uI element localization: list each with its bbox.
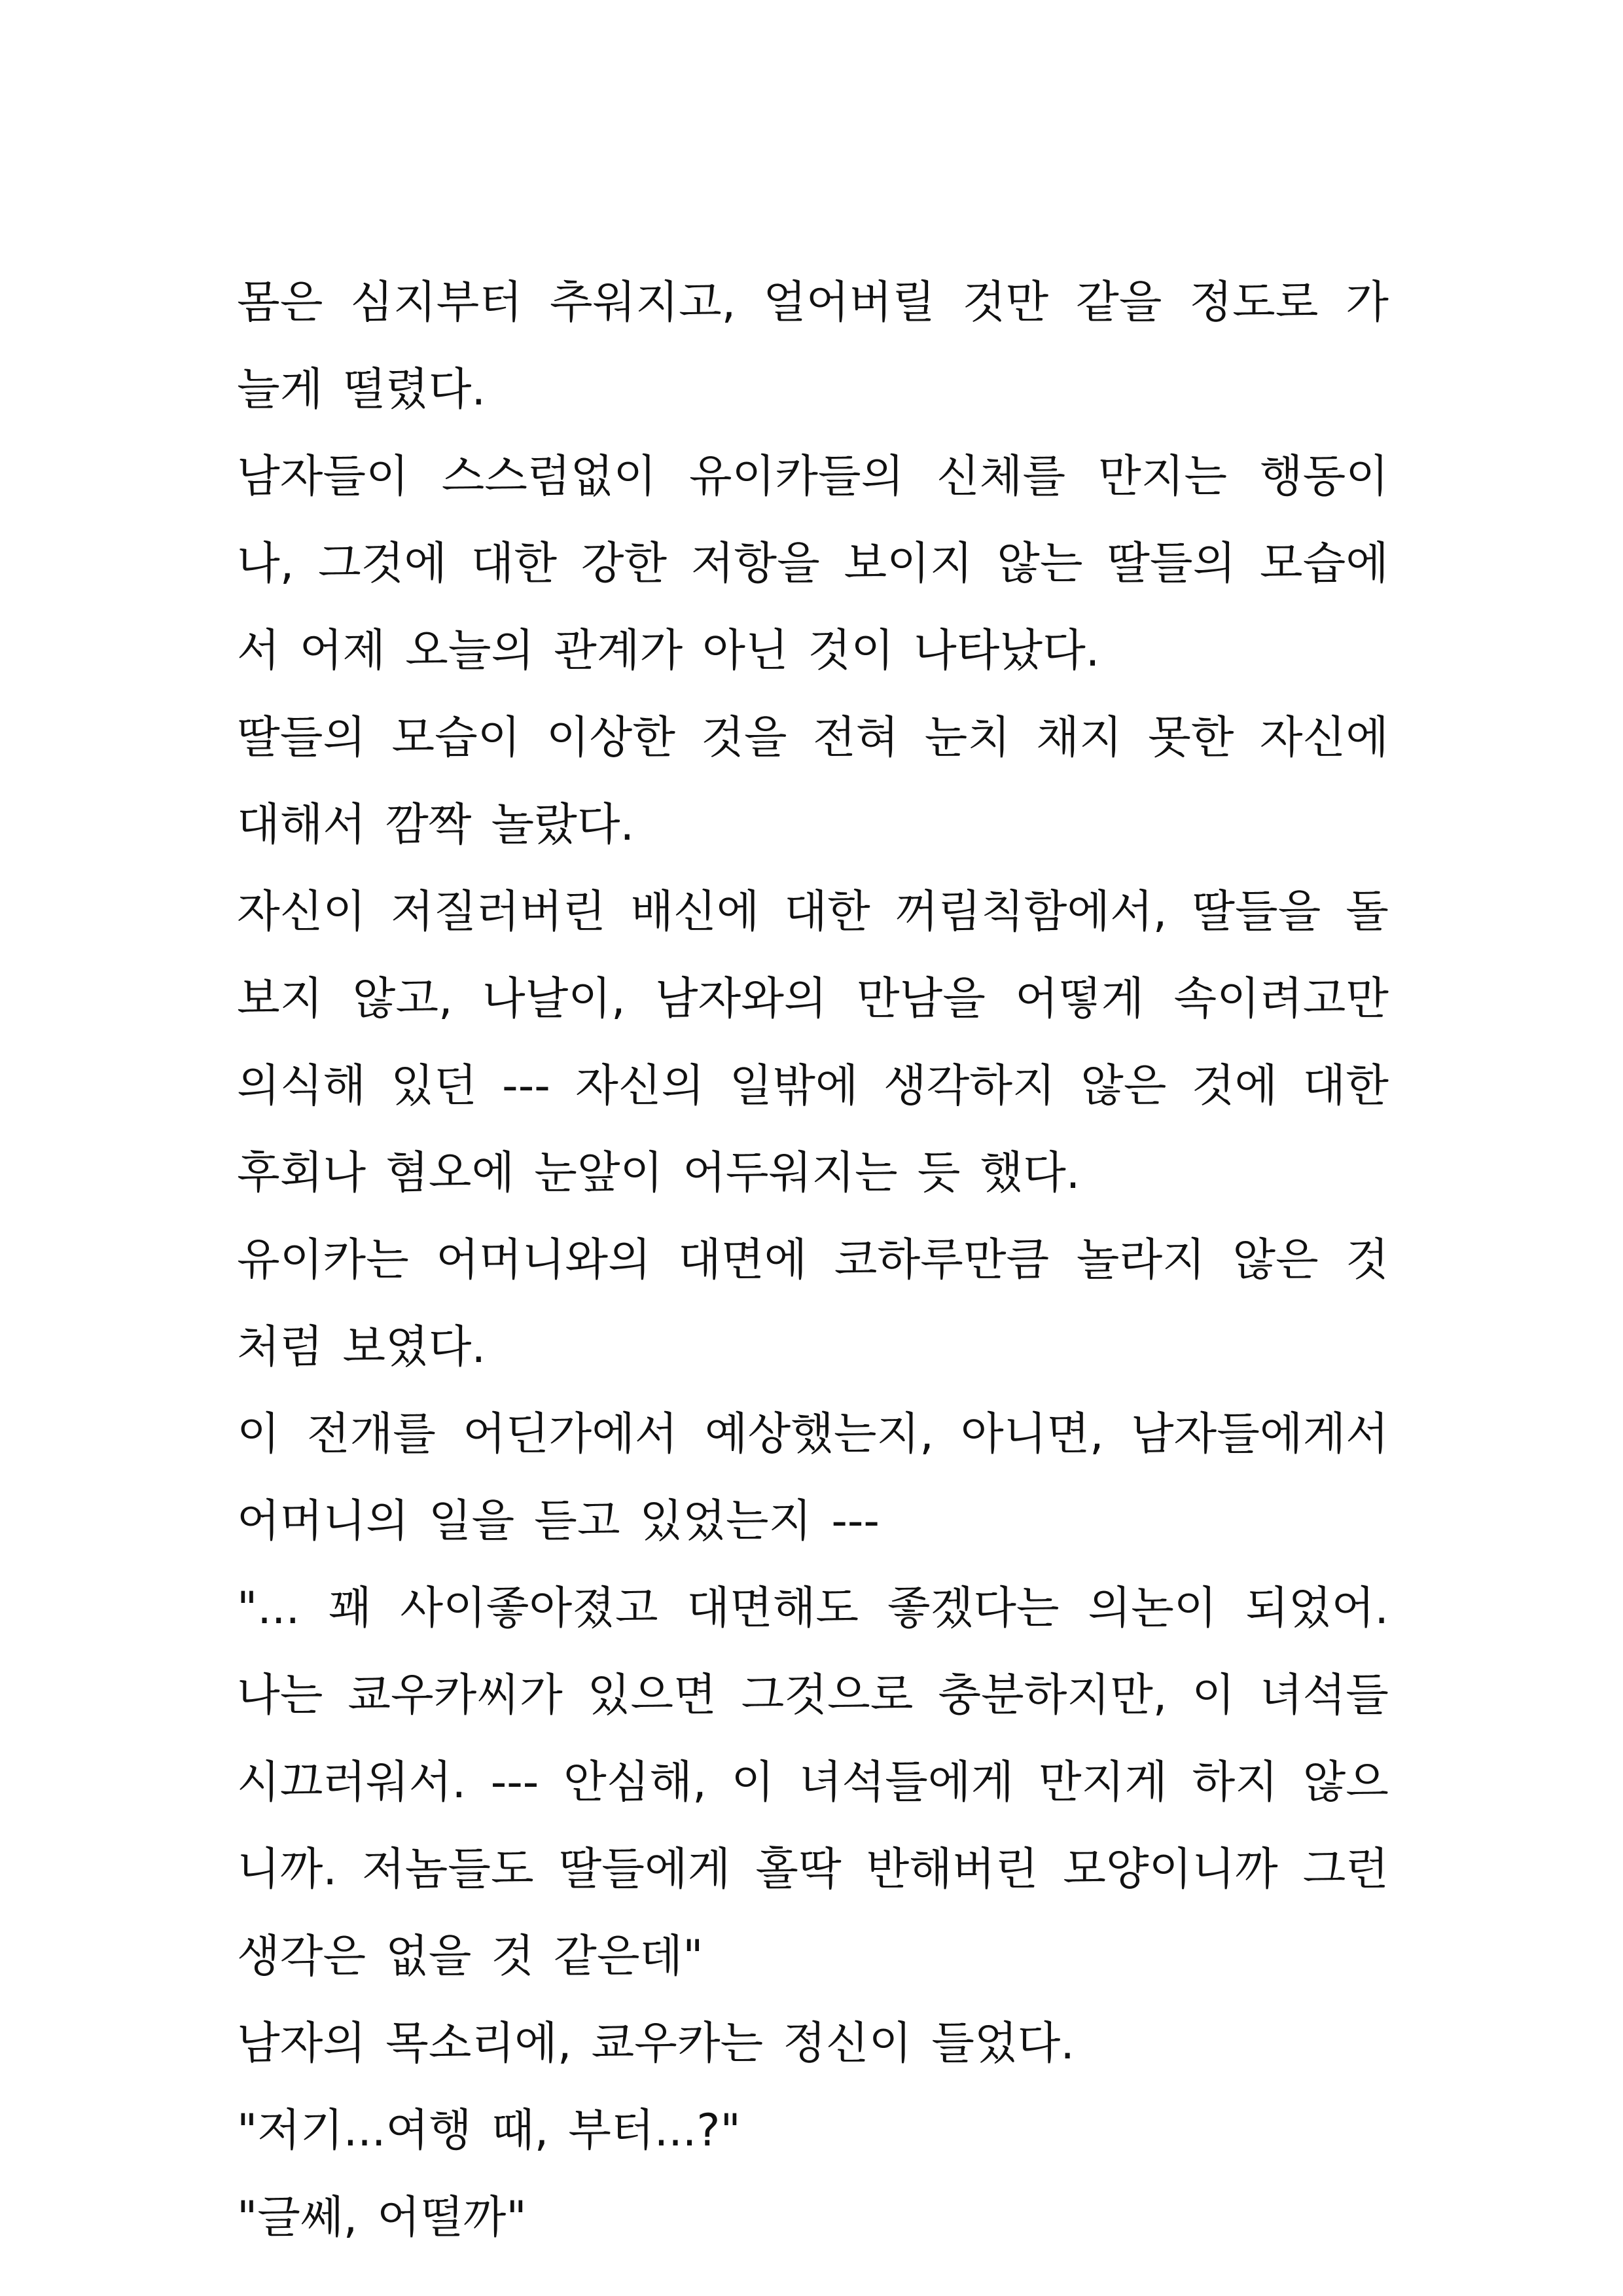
text-word: 안심해,	[563, 1757, 707, 1808]
text-word: 되었어.	[1245, 1583, 1389, 1634]
text-word: 나는	[237, 1670, 323, 1721]
text-word: 정신이	[783, 2018, 912, 2070]
text-word: 했다.	[980, 1147, 1080, 1199]
text-word: 않고,	[352, 973, 453, 1025]
text-line	[237, 2087, 1389, 2174]
text-word: 심지부터	[350, 277, 523, 329]
text-word: 때,	[491, 2105, 549, 2157]
text-word: 강한	[580, 538, 668, 590]
text-line	[237, 1826, 1389, 1913]
text-word: 떨렸다.	[342, 364, 486, 416]
body-text	[237, 259, 1389, 2261]
text-word: 반해버린	[866, 1844, 1039, 1895]
text-word: 어떨까"	[377, 2192, 527, 2244]
text-word: 의식해	[237, 1060, 366, 1112]
text-word: 의논이	[1088, 1583, 1217, 1634]
text-word: 대한	[784, 886, 870, 938]
text-word: 들었다.	[931, 2018, 1075, 2070]
text-word: 모습에	[1259, 538, 1389, 590]
text-line	[237, 1565, 1389, 1652]
text-line	[237, 1217, 1389, 1304]
text-word: 사이좋아졌고	[400, 1583, 658, 1634]
text-word: 않은	[1080, 1060, 1167, 1112]
text-word: 것을	[701, 712, 787, 764]
text-word: 행동이	[1259, 451, 1389, 503]
text-word: 생각하지	[883, 1060, 1056, 1112]
text-word: "...	[237, 1583, 300, 1634]
text-word: 아닌	[702, 625, 789, 677]
text-line	[237, 2174, 1389, 2261]
text-word: 딸들에게	[558, 1844, 731, 1895]
text-line	[237, 1478, 1389, 1565]
text-word: 충분하지만,	[938, 1670, 1168, 1721]
text-line	[237, 1043, 1389, 1130]
text-word: 저항을	[690, 538, 820, 590]
text-word: 대한	[1302, 1060, 1389, 1112]
text-word: 있었는지	[639, 1496, 812, 1547]
text-word: 않으	[1302, 1757, 1389, 1808]
text-word: 못한	[1148, 712, 1234, 764]
text-word: 이	[1192, 1670, 1235, 1721]
text-word: 얼어버릴	[763, 277, 935, 329]
text-word: 남자들에게서	[1130, 1408, 1389, 1460]
text-word: 눈치	[924, 712, 1011, 764]
text-word: 코하루만큼	[834, 1234, 1050, 1286]
text-word: 딸들의	[1107, 538, 1236, 590]
text-word: 그것에	[317, 538, 448, 590]
text-word: 전혀	[812, 712, 899, 764]
text-word: 만지는	[1098, 451, 1228, 503]
text-word: 니까.	[237, 1844, 337, 1895]
text-word: 하지	[1192, 1757, 1278, 1808]
text-word: 스스럼없이	[441, 451, 657, 503]
text-word: 몸은	[237, 277, 323, 329]
text-word: 전개를	[306, 1408, 436, 1460]
text-word: 저질러버린	[390, 886, 606, 938]
text-word: 혐오에	[385, 1147, 515, 1199]
text-word: 일을	[428, 1496, 515, 1547]
text-line	[237, 781, 1389, 869]
text-line	[237, 520, 1389, 607]
text-word: 오늘의	[405, 625, 535, 677]
text-word: 어머니의	[237, 1496, 409, 1547]
text-word: 만지게	[1038, 1757, 1168, 1808]
text-word: 모습이	[391, 712, 521, 764]
text-word: 유이카는	[237, 1234, 409, 1286]
text-line	[237, 346, 1389, 433]
text-line	[237, 607, 1389, 694]
text-word: 그런	[1302, 1844, 1389, 1895]
text-word: 것만	[962, 277, 1049, 329]
text-word: 않는	[997, 538, 1083, 590]
text-word: 예상했는지,	[704, 1408, 934, 1460]
text-word: 대해서	[237, 799, 366, 851]
text-word: 그것으로	[741, 1670, 914, 1721]
text-word: 것	[491, 1931, 535, 1982]
text-word: 쿄우카는	[591, 2018, 764, 2070]
text-word: 좋겠다는	[887, 1583, 1060, 1634]
text-word: 어떻게	[1015, 973, 1145, 1025]
text-word: 보이지	[844, 538, 973, 590]
text-line	[237, 1130, 1389, 1217]
text-word: ---	[490, 1757, 539, 1808]
text-word: 있으면	[587, 1670, 717, 1721]
text-word: 시끄러워서.	[237, 1757, 467, 1808]
text-word: 남자와의	[654, 973, 827, 1025]
text-line	[237, 694, 1389, 781]
text-word: 채지	[1036, 712, 1122, 764]
text-word: 저놈들도	[361, 1844, 534, 1895]
text-word: 생각은	[237, 1931, 366, 1982]
text-word: 같은데"	[554, 1931, 704, 1982]
text-word: 대면에	[678, 1234, 808, 1286]
text-word: 모양이니까	[1063, 1844, 1278, 1895]
text-word: 않은	[1232, 1234, 1319, 1286]
text-word: 정도로	[1189, 277, 1319, 329]
text-word: 속이려고만	[1173, 973, 1389, 1025]
text-word: 일밖에	[729, 1060, 859, 1112]
text-word: 신체를	[936, 451, 1066, 503]
text-word: 것이	[808, 625, 895, 677]
text-word: 남자의	[237, 2018, 366, 2070]
text-word: 부터...?"	[568, 2105, 741, 2157]
text-word: 나날이,	[482, 973, 626, 1025]
text-word: 보지	[237, 973, 323, 1025]
text-word: 나,	[237, 538, 294, 590]
text-word: 것에	[1191, 1060, 1278, 1112]
text-word: 어제	[299, 625, 386, 677]
text-word: 아니면,	[960, 1408, 1104, 1460]
text-word: 유이카들의	[688, 451, 904, 503]
text-word: 듣고	[534, 1496, 620, 1547]
text-word: ---	[502, 1060, 550, 1112]
text-word: 자신에	[1259, 712, 1389, 764]
text-word: 남자들이	[237, 451, 409, 503]
text-line	[237, 1652, 1389, 1739]
text-line	[237, 1913, 1389, 2000]
text-word: 어두워지는	[683, 1147, 898, 1199]
text-word: 후회나	[237, 1147, 366, 1199]
text-word: 목소리에,	[385, 2018, 572, 2070]
text-word: 배신에	[630, 886, 760, 938]
text-line	[237, 2000, 1389, 2087]
text-line	[237, 1304, 1389, 1391]
text-word: 눈앞이	[534, 1147, 664, 1199]
text-word: 꺼림칙함에서,	[895, 886, 1168, 938]
text-word: 늘게	[237, 364, 323, 416]
text-word: 나타났다.	[914, 625, 1100, 677]
text-word: 놀랐다.	[491, 799, 635, 851]
text-line	[237, 433, 1389, 520]
text-word: 딸들의	[237, 712, 366, 764]
text-word: 녀석들에게	[798, 1757, 1014, 1808]
text-word: ---	[831, 1496, 880, 1547]
text-word: 없을	[385, 1931, 472, 1982]
text-word: 관계가	[554, 625, 683, 677]
text-word: 돌	[1346, 886, 1389, 938]
text-word: 대한	[471, 538, 558, 590]
text-word: 어딘가에서	[463, 1408, 678, 1460]
text-word: 이	[731, 1757, 775, 1808]
text-word: "저기...여행	[237, 2105, 472, 2157]
text-line	[237, 956, 1389, 1043]
text-word: 딸들을	[1192, 886, 1321, 938]
text-word: 처럼	[237, 1321, 323, 1373]
text-line	[237, 259, 1389, 346]
text-word: 추워지고,	[549, 277, 736, 329]
text-word: 듯	[917, 1147, 961, 1199]
text-word: 홀딱	[755, 1844, 842, 1895]
text-word: 것	[1346, 1234, 1389, 1286]
text-word: 꽤	[328, 1583, 372, 1634]
text-word: 서	[237, 625, 280, 677]
text-word: 만남을	[856, 973, 986, 1025]
text-word: 대면해도	[687, 1583, 859, 1634]
text-word: 자신이	[237, 886, 366, 938]
text-word: 이	[237, 1408, 280, 1460]
text-word: "글쎄,	[237, 2192, 358, 2244]
text-word: 이상한	[546, 712, 675, 764]
text-line	[237, 869, 1389, 956]
text-line	[237, 1739, 1389, 1826]
text-word: 같을	[1076, 277, 1162, 329]
text-word: 가	[1346, 277, 1389, 329]
text-word: 녀석들	[1259, 1670, 1389, 1721]
text-word: 있던	[391, 1060, 477, 1112]
text-word: 놀라지	[1076, 1234, 1205, 1286]
text-word: 쿄우카씨가	[348, 1670, 563, 1721]
text-word: 자신의	[575, 1060, 705, 1112]
text-line	[237, 1391, 1389, 1478]
text-word: 보였다.	[342, 1321, 486, 1373]
text-word: 어머니와의	[436, 1234, 651, 1286]
text-word: 깜짝	[385, 799, 472, 851]
